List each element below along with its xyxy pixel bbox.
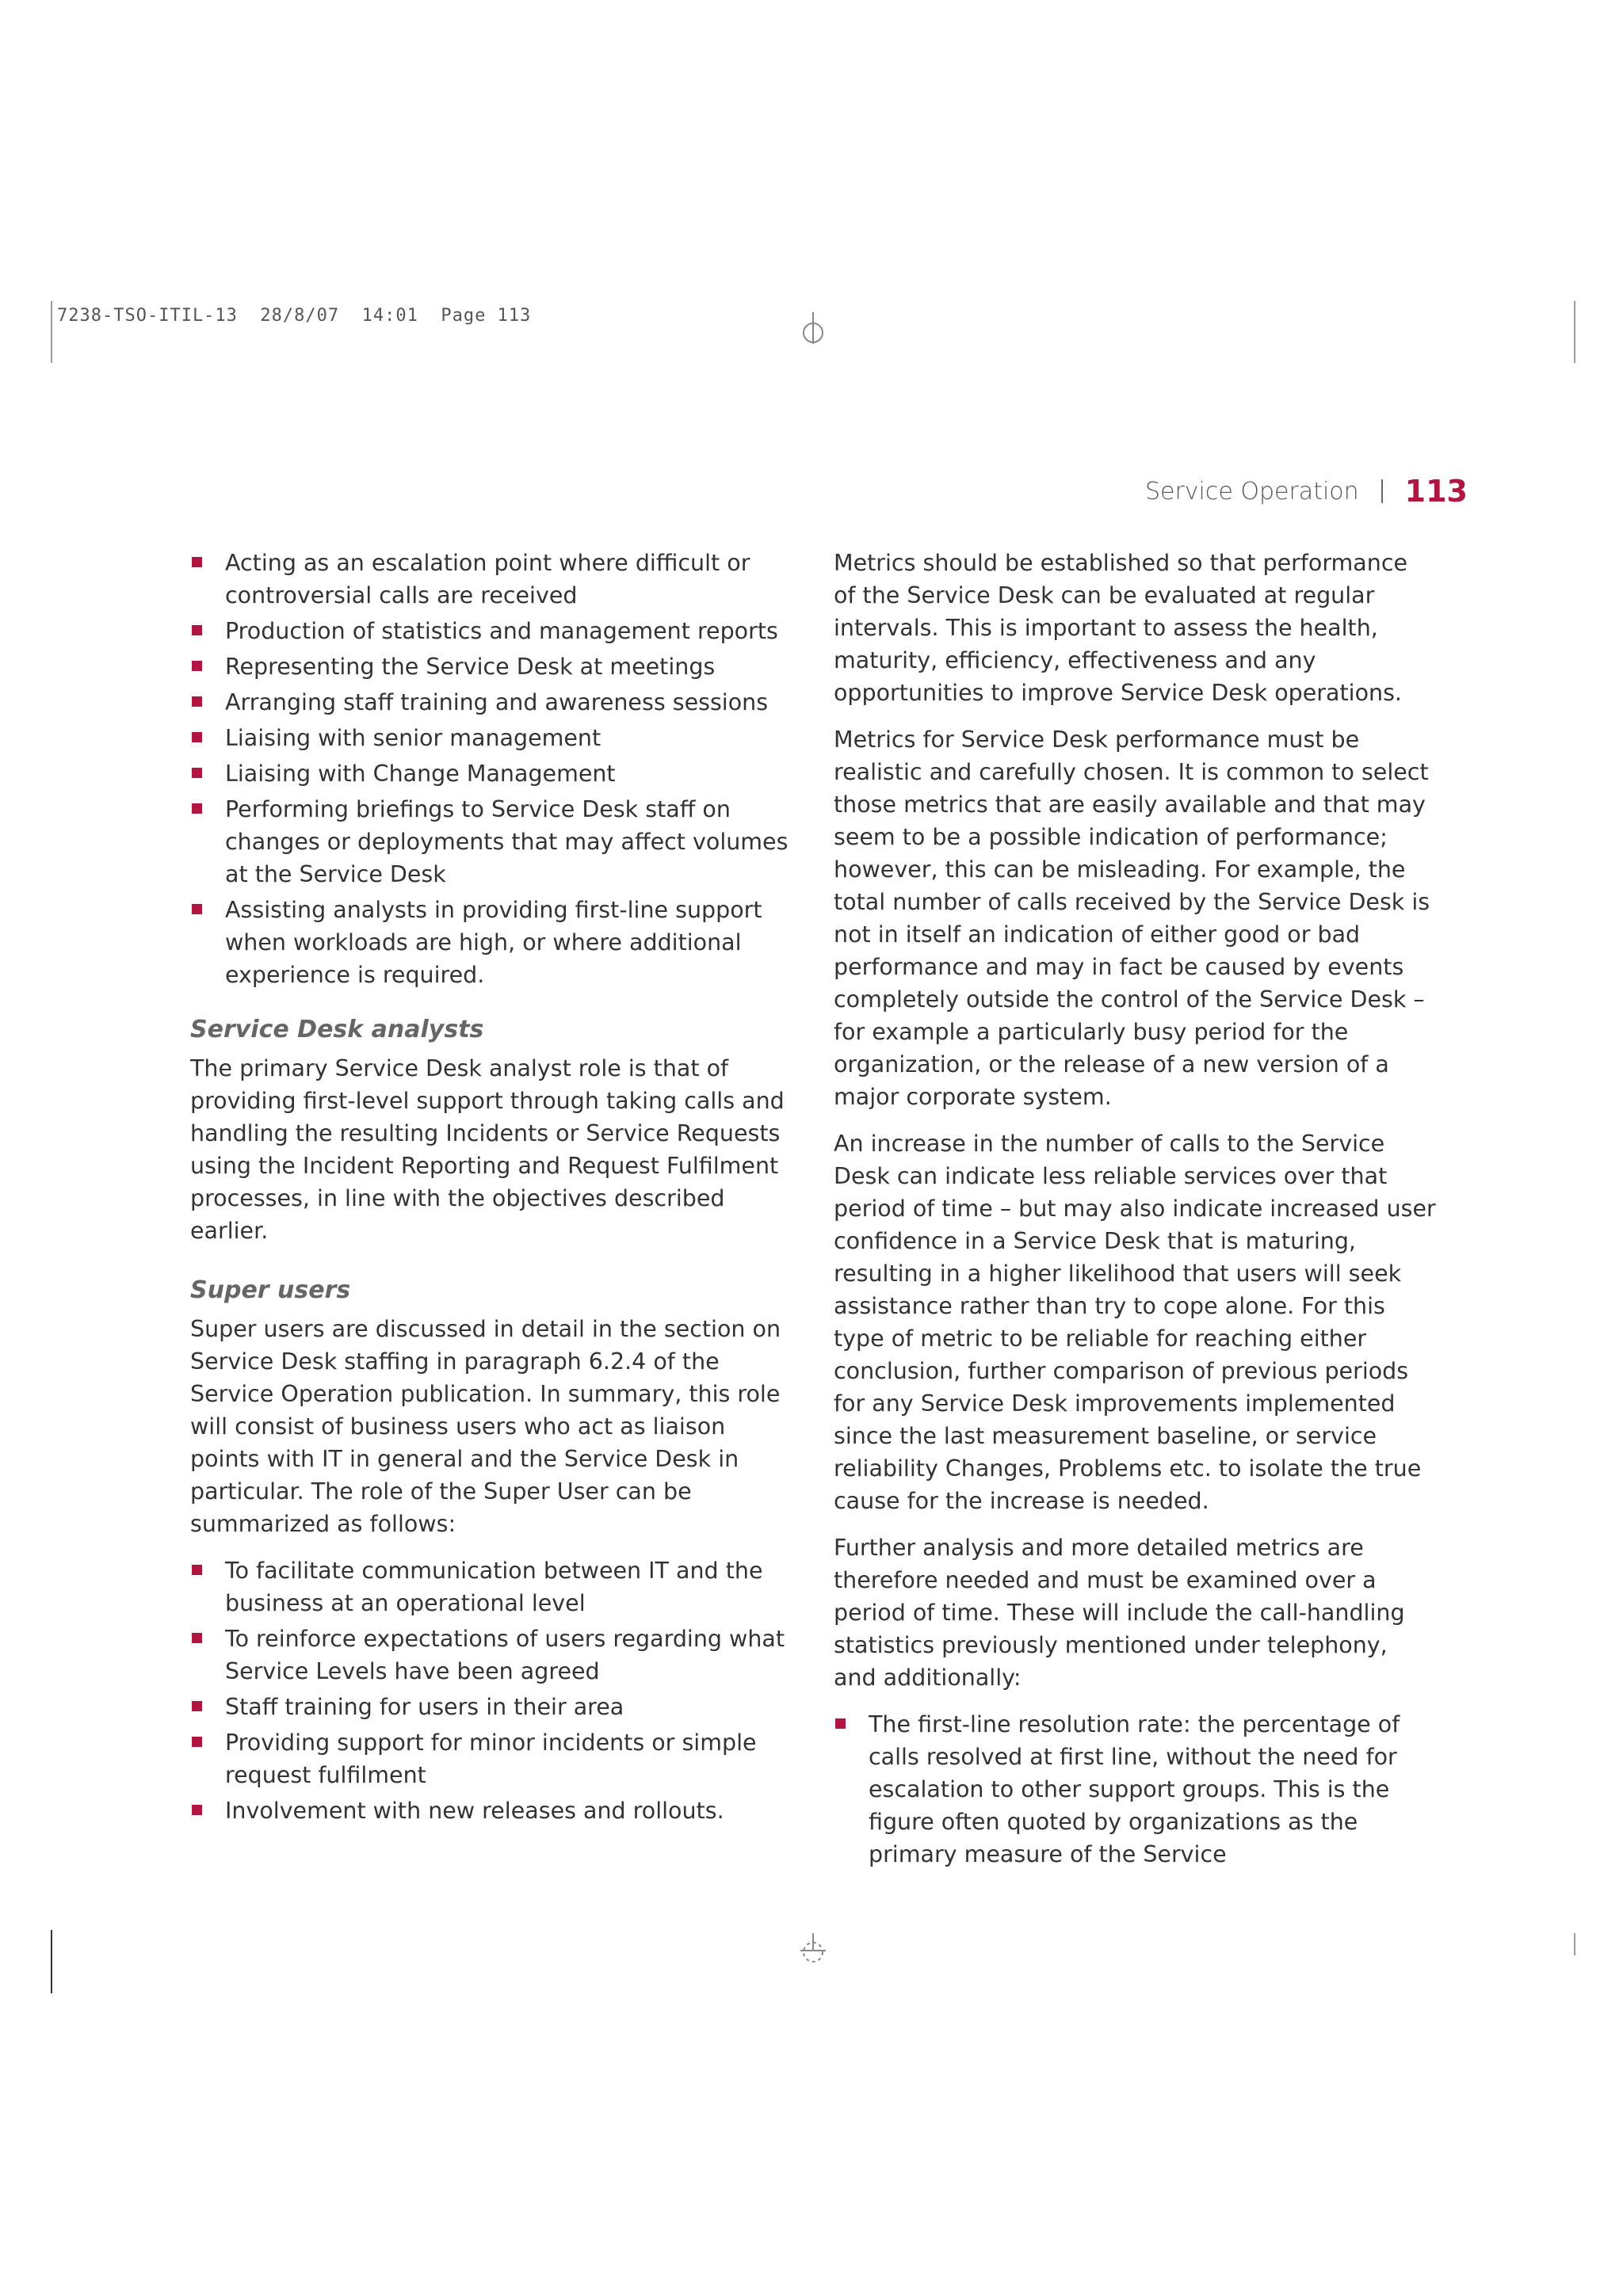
bullet-square-icon xyxy=(192,1805,202,1815)
left-column xyxy=(190,547,792,1830)
list-item: Providing support for minor incidents or simple request fulfilment xyxy=(190,1726,792,1791)
list-item: Performing briefings to Service Desk staff on changes or deployments that may affect volumes at the Service Desk xyxy=(190,793,792,891)
section-heading-super-users: Super users xyxy=(190,1276,351,1304)
bullet-square-icon xyxy=(192,732,202,742)
bullet-square-icon xyxy=(835,1718,846,1729)
crop-line-bottom-right xyxy=(1574,1933,1575,1955)
registration-mark-top-icon xyxy=(797,312,829,344)
metrics-paragraph-1: Metrics should be established so that performance of the Service Desk can be evaluated at regular intervals. This is important to assess the health, maturity, efficiency, effectiveness and any opportunities to improve Service Desk operations. xyxy=(834,550,1408,706)
list-item: Production of statistics and management reports xyxy=(190,615,792,647)
running-head-separator xyxy=(1381,479,1383,503)
list-item: Representing the Service Desk at meetings xyxy=(190,650,792,683)
bullet-square-icon xyxy=(192,625,202,635)
list-item: Staff training for users in their area xyxy=(190,1691,792,1723)
bullet-square-icon xyxy=(192,557,202,567)
list-item: Involvement with new releases and rollouts. xyxy=(190,1794,792,1827)
super-users-paragraph: Super users are discussed in detail in the section on Service Desk staffing in paragraph 6.2.4 of the Service Operation publication. In summary, this role will consist of business users who act as liaison points with IT in general and the Service Desk in particular. The role of the Super User can be summarized as follows: xyxy=(190,1316,781,1537)
bullet-square-icon xyxy=(192,803,202,814)
list-item: The first-line resolution rate: the percentage of calls resolved at first line, without the need for escalation to other support groups. This is the figure often quoted by organizations as the primary measure of the Service xyxy=(834,1708,1436,1871)
running-head-section: Service Operation xyxy=(1144,477,1359,505)
list-item: Liaising with senior management xyxy=(190,722,792,754)
crop-line-bottom-left xyxy=(51,1930,52,1993)
list-item: To reinforce expectations of users regarding what Service Levels have been agreed xyxy=(190,1623,792,1688)
metrics-paragraph-2: Metrics for Service Desk performance must be realistic and carefully chosen. It is common to select those metrics that are easily available and that may seem to be a possible indication of performance; however, this can be misleading. For example, the total number of calls received by the Service Desk is not in itself an indication of either good or bad performance and may in fact be caused by events completely outside the control of the Service Desk – for example a particularly busy period for the organization, or the release of a new version of a major corporate system. xyxy=(834,727,1430,1110)
crop-line-top-left xyxy=(51,301,52,363)
analysts-paragraph: The primary Service Desk analyst role is that of providing first-level support through taking calls and handling the resulting Incidents or Service Requests using the Incident Reporting and Request Fulfilment processes, in line with the objectives described earlier. xyxy=(190,1055,785,1244)
list-item: Assisting analysts in providing first-line support when workloads are high, or where additional experience is required. xyxy=(190,894,792,991)
section-heading-service-desk-analysts: Service Desk analysts xyxy=(190,1016,484,1043)
metrics-paragraph-3: An increase in the number of calls to the Service Desk can indicate less reliable services over that period of time – but may also indicate increased user confidence in a Service Desk that is maturing, resulting in a higher likelihood that users will seek assistance rather than try to cope alone. For this type of metric to be reliable for reaching either conclusion, further comparison of previous periods for any Service Desk improvements implemented since the last measurement baseline, or service reliability Changes, Problems etc. to isolate the true cause for the increase is needed. xyxy=(834,1131,1436,1514)
bullet-square-icon xyxy=(192,1701,202,1711)
list-item: Acting as an escalation point where difficult or controversial calls are received xyxy=(190,547,792,612)
page-number: 113 xyxy=(1404,474,1468,509)
crop-line-top-right xyxy=(1574,301,1575,363)
bullet-square-icon xyxy=(192,1633,202,1643)
super-user-role-list xyxy=(190,1554,792,1827)
running-head xyxy=(1145,474,1468,509)
list-item: Liaising with Change Management xyxy=(190,757,792,790)
registration-mark-bottom-icon xyxy=(797,1933,829,1965)
bullet-square-icon xyxy=(192,661,202,671)
manager-duties-list xyxy=(190,547,792,991)
metrics-list xyxy=(834,1708,1436,1871)
metrics-paragraph-4: Further analysis and more detailed metrics are therefore needed and must be examined over a period of time. These will include the call-handling statistics previously mentioned under telephony, and additionally: xyxy=(834,1535,1405,1691)
list-item: To facilitate communication between IT and the business at an operational level xyxy=(190,1554,792,1619)
list-item: Arranging staff training and awareness sessions xyxy=(190,686,792,719)
print-slug: 7238-TSO-ITIL-13 28/8/07 14:01 Page 113 xyxy=(57,306,532,326)
bullet-square-icon xyxy=(192,1737,202,1747)
right-column xyxy=(834,547,1436,1874)
bullet-square-icon xyxy=(192,696,202,707)
bullet-square-icon xyxy=(192,1565,202,1575)
bullet-square-icon xyxy=(192,904,202,914)
bullet-square-icon xyxy=(192,768,202,778)
